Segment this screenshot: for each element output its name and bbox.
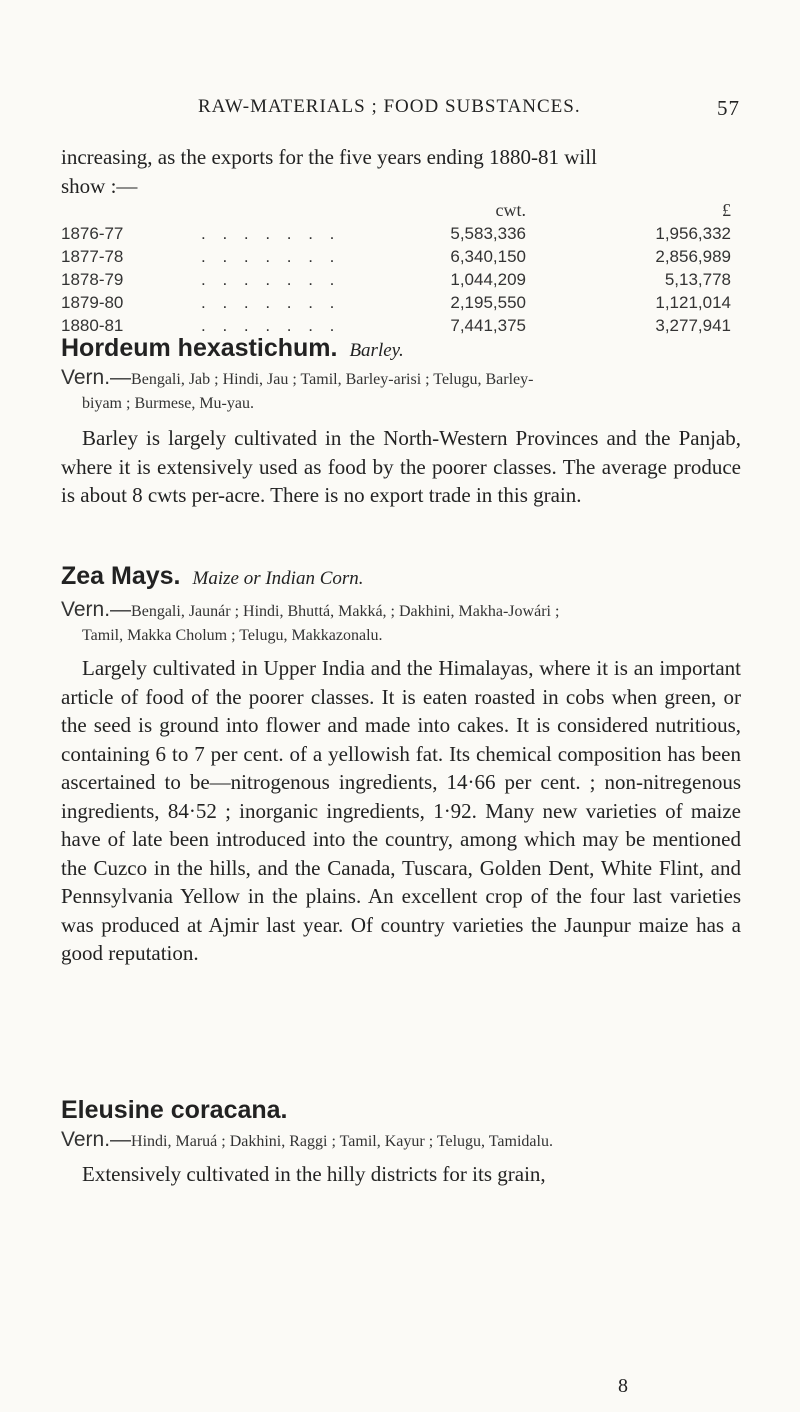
row-leader-dots: . . . . . . . bbox=[201, 269, 341, 289]
row-cwt: 6,340,150 bbox=[450, 246, 526, 266]
intro-line-2: show :— bbox=[61, 174, 138, 198]
vern-line-2: biyam ; Burmese, Mu-yau. bbox=[82, 395, 254, 412]
table-row bbox=[61, 245, 731, 268]
intro-line-1: increasing, as the exports for the five years ending 1880-81 will bbox=[61, 145, 597, 169]
row-cwt: 1,044,209 bbox=[450, 269, 526, 289]
row-cwt: 2,195,550 bbox=[450, 292, 526, 312]
row-pounds: 1,121,014 bbox=[655, 292, 731, 312]
exports-table bbox=[61, 199, 731, 337]
vernacular-names-eleusine bbox=[61, 1128, 741, 1154]
row-year: 1880-81 bbox=[61, 315, 124, 335]
row-year: 1877-78 bbox=[61, 246, 124, 266]
vern-label: Vern.— bbox=[61, 366, 132, 389]
paragraph-eleusine: Extensively cultivated in the hilly districts for its grain, bbox=[82, 1162, 546, 1186]
signature-mark: 8 bbox=[618, 1375, 628, 1397]
vernacular-names-hordeum bbox=[61, 366, 741, 416]
column-header-pounds: £ bbox=[722, 200, 731, 220]
vern-line-1: Hindi, Maruá ; Dakhini, Raggi ; Tamil, Kayur ; Telugu, Tamidalu. bbox=[131, 1133, 553, 1150]
table-row bbox=[61, 222, 731, 245]
vern-line-1: Bengali, Jab ; Hindi, Jau ; Tamil, Barley-arisi ; Telugu, Barley- bbox=[131, 371, 534, 388]
common-name: Barley. bbox=[349, 340, 404, 361]
scientific-name: Eleusine coracana. bbox=[61, 1096, 288, 1124]
row-leader-dots: . . . . . . . bbox=[201, 223, 341, 243]
section-heading-zea bbox=[61, 562, 364, 591]
vern-label: Vern.— bbox=[61, 1128, 132, 1151]
row-year: 1878-79 bbox=[61, 269, 124, 289]
row-cwt: 5,583,336 bbox=[450, 223, 526, 243]
vernacular-names-zea bbox=[61, 598, 741, 648]
scientific-name: Hordeum hexastichum. bbox=[61, 334, 338, 362]
common-name: Maize or Indian Corn. bbox=[192, 568, 364, 589]
paragraph-hordeum: Barley is largely cultivated in the North-Western Provinces and the Panjab, where it is extensively used as food by the poorer classes. The average produce is about 8 cwts per-acre. There is no export trade in this grain. bbox=[61, 426, 741, 507]
row-year: 1879-80 bbox=[61, 292, 124, 312]
page-number: 57 bbox=[717, 96, 740, 120]
paragraph-zea: Largely cultivated in Upper India and the Himalayas, where it is an important article of food of the poorer classes. It is eaten roasted in cobs when green, or the seed is ground into flower and made into cakes. It is considered nutritious, containing 6 to 7 per cent. of a yellowish fat. Its chemical composition has been ascertained to be—nitrogenous ingredients, 14·66 per cent. ; non-nitregenous ingredients, 84·52 ; inorganic ingredients, 1·92. Many new varieties of maize have of late been introduced into the country, among which may be mentioned the Cuzco in the hills, and the Canada, Tuscara, Golden Dent, White Flint, and Pennsylvania Yellow in the plains. An excellent crop of the four last varieties was produced at Ajmir last year. Of country varieties the Jaunpur maize has a good reputation. bbox=[61, 656, 741, 965]
row-pounds: 2,856,989 bbox=[655, 246, 731, 266]
row-pounds: 5,13,778 bbox=[664, 269, 731, 289]
section-heading-hordeum bbox=[61, 334, 404, 363]
row-cwt: 7,441,375 bbox=[450, 315, 526, 335]
row-leader-dots: . . . . . . . bbox=[201, 292, 341, 312]
table-row bbox=[61, 268, 731, 291]
column-header-cwt: cwt. bbox=[495, 200, 526, 220]
vern-label: Vern.— bbox=[61, 598, 132, 621]
exports-table-header bbox=[61, 199, 731, 222]
row-leader-dots: . . . . . . . bbox=[201, 246, 341, 266]
row-pounds: 3,277,941 bbox=[655, 315, 731, 335]
row-leader-dots: . . . . . . . bbox=[201, 315, 341, 335]
row-pounds: 1,956,332 bbox=[655, 223, 731, 243]
row-year: 1876-77 bbox=[61, 223, 124, 243]
vern-line-2: Tamil, Makka Cholum ; Telugu, Makkazonalu. bbox=[82, 627, 383, 644]
section-heading-eleusine bbox=[61, 1096, 288, 1125]
header-title: RAW-MATERIALS ; FOOD SUBSTANCES. bbox=[198, 96, 581, 117]
table-row bbox=[61, 291, 731, 314]
vern-line-1: Bengali, Jaunár ; Hindi, Bhuttá, Makká, ; Dakhini, Makha-Jowári ; bbox=[131, 603, 560, 620]
scientific-name: Zea Mays. bbox=[61, 562, 181, 590]
